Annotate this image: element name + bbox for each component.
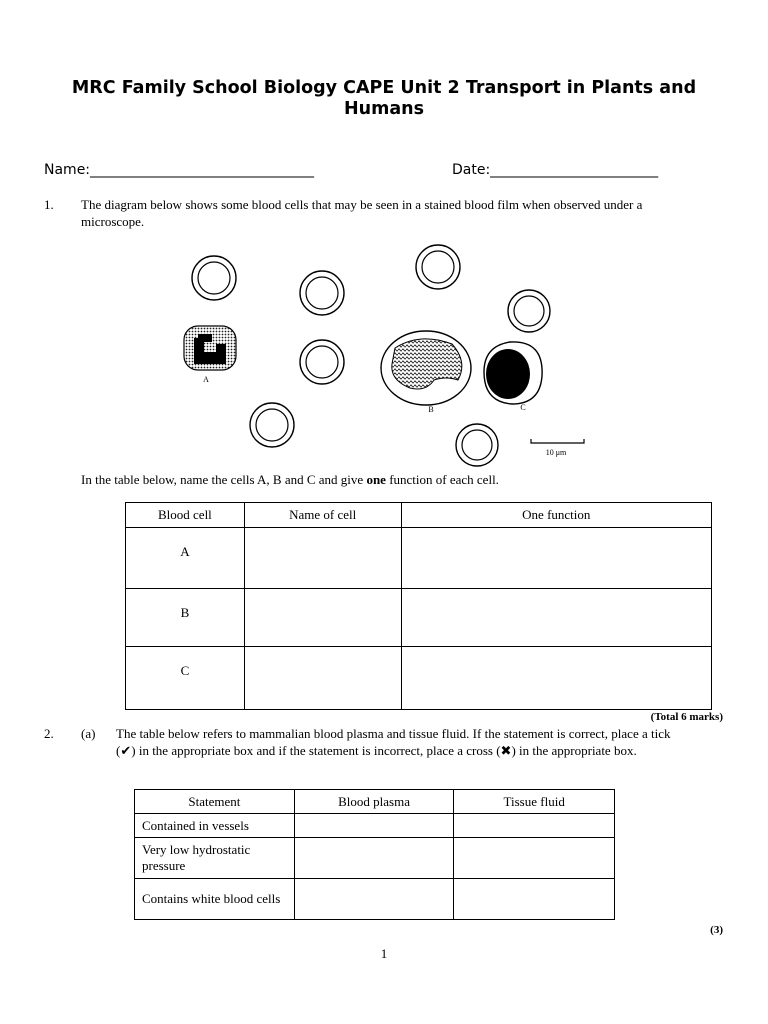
instruction-text: The table below refers to mammalian blood plasma and tissue fluid. If the statement is correct, place a tick ( <box>116 726 671 758</box>
table-header: Blood plasma <box>294 790 454 814</box>
blood-cells-diagram <box>170 240 600 470</box>
red-blood-cell <box>250 403 294 447</box>
question-1-text: The diagram below shows some blood cells that may be seen in a stained blood film when observed under a microscope. <box>81 197 643 229</box>
table-row <box>135 814 615 838</box>
cell-b <box>381 331 471 405</box>
cell-b-label: B <box>428 405 434 414</box>
statement-cell: Contains white blood cells <box>135 879 295 920</box>
cross-icon: ✖ <box>500 743 512 758</box>
table-row <box>126 647 712 710</box>
answer-cell[interactable] <box>454 838 615 879</box>
question-2-number: 2. <box>44 726 54 741</box>
table-header: Statement <box>135 790 295 814</box>
blood-cell-label: B <box>126 589 245 647</box>
red-blood-cell <box>300 271 344 315</box>
scale-label: 10 μm <box>545 448 567 457</box>
instruction-text: function of each cell. <box>385 472 499 487</box>
red-blood-cell <box>416 245 460 289</box>
table-header: One function <box>401 503 711 528</box>
total-marks: (Total 6 marks) <box>650 711 723 723</box>
cell-a-label: A <box>203 375 209 384</box>
scale-bar <box>531 439 584 443</box>
instruction-text: In the table below, name the cells A, B and C and give <box>81 472 367 487</box>
answer-cell[interactable] <box>244 647 401 710</box>
cell-c <box>484 342 542 404</box>
statement-cell: Contained in vessels <box>135 814 295 838</box>
date-field: Date:________________________ <box>452 162 659 178</box>
page-number: 1 <box>380 946 388 961</box>
table-header: Tissue fluid <box>454 790 615 814</box>
table-row <box>135 838 615 879</box>
answer-cell[interactable] <box>244 528 401 589</box>
answer-cell[interactable] <box>401 589 711 647</box>
red-blood-cell <box>456 424 498 466</box>
answer-cell[interactable] <box>401 647 711 710</box>
table-header: Blood cell <box>126 503 245 528</box>
name-field: Name:________________________________ <box>44 162 315 178</box>
question-1-number: 1. <box>44 197 54 212</box>
instruction-emphasis: one <box>366 472 386 487</box>
plasma-fluid-table <box>134 789 615 920</box>
page-title: MRC Family School Biology CAPE Unit 2 Transport in Plants and Humans <box>71 78 697 119</box>
answer-cell[interactable] <box>454 879 615 920</box>
question-1-instruction <box>81 471 499 488</box>
statement-cell: Very low hydrostatic pressure <box>135 838 295 879</box>
table-row <box>135 879 615 920</box>
table-row <box>126 528 712 589</box>
blood-cell-table <box>125 502 712 710</box>
answer-cell[interactable] <box>294 879 454 920</box>
tick-icon: ✔ <box>120 743 132 758</box>
cell-c-label: C <box>520 403 526 412</box>
red-blood-cell <box>508 290 550 332</box>
answer-cell[interactable] <box>454 814 615 838</box>
blood-cell-label: A <box>126 528 245 589</box>
answer-cell[interactable] <box>244 589 401 647</box>
cell-a <box>184 326 236 370</box>
instruction-text: ) in the appropriate box and if the statement is incorrect, place a cross ( <box>131 743 501 758</box>
question-2-text <box>116 725 690 759</box>
instruction-text: ) in the appropriate box. <box>511 743 637 758</box>
red-blood-cell <box>192 256 236 300</box>
red-blood-cell <box>300 340 344 384</box>
answer-cell[interactable] <box>294 814 454 838</box>
table-row <box>126 589 712 647</box>
answer-cell[interactable] <box>401 528 711 589</box>
question-2-part: (a) <box>81 726 96 741</box>
question-2-marks: (3) <box>710 924 723 936</box>
table-header: Name of cell <box>244 503 401 528</box>
answer-cell[interactable] <box>294 838 454 879</box>
blood-cell-label: C <box>126 647 245 710</box>
